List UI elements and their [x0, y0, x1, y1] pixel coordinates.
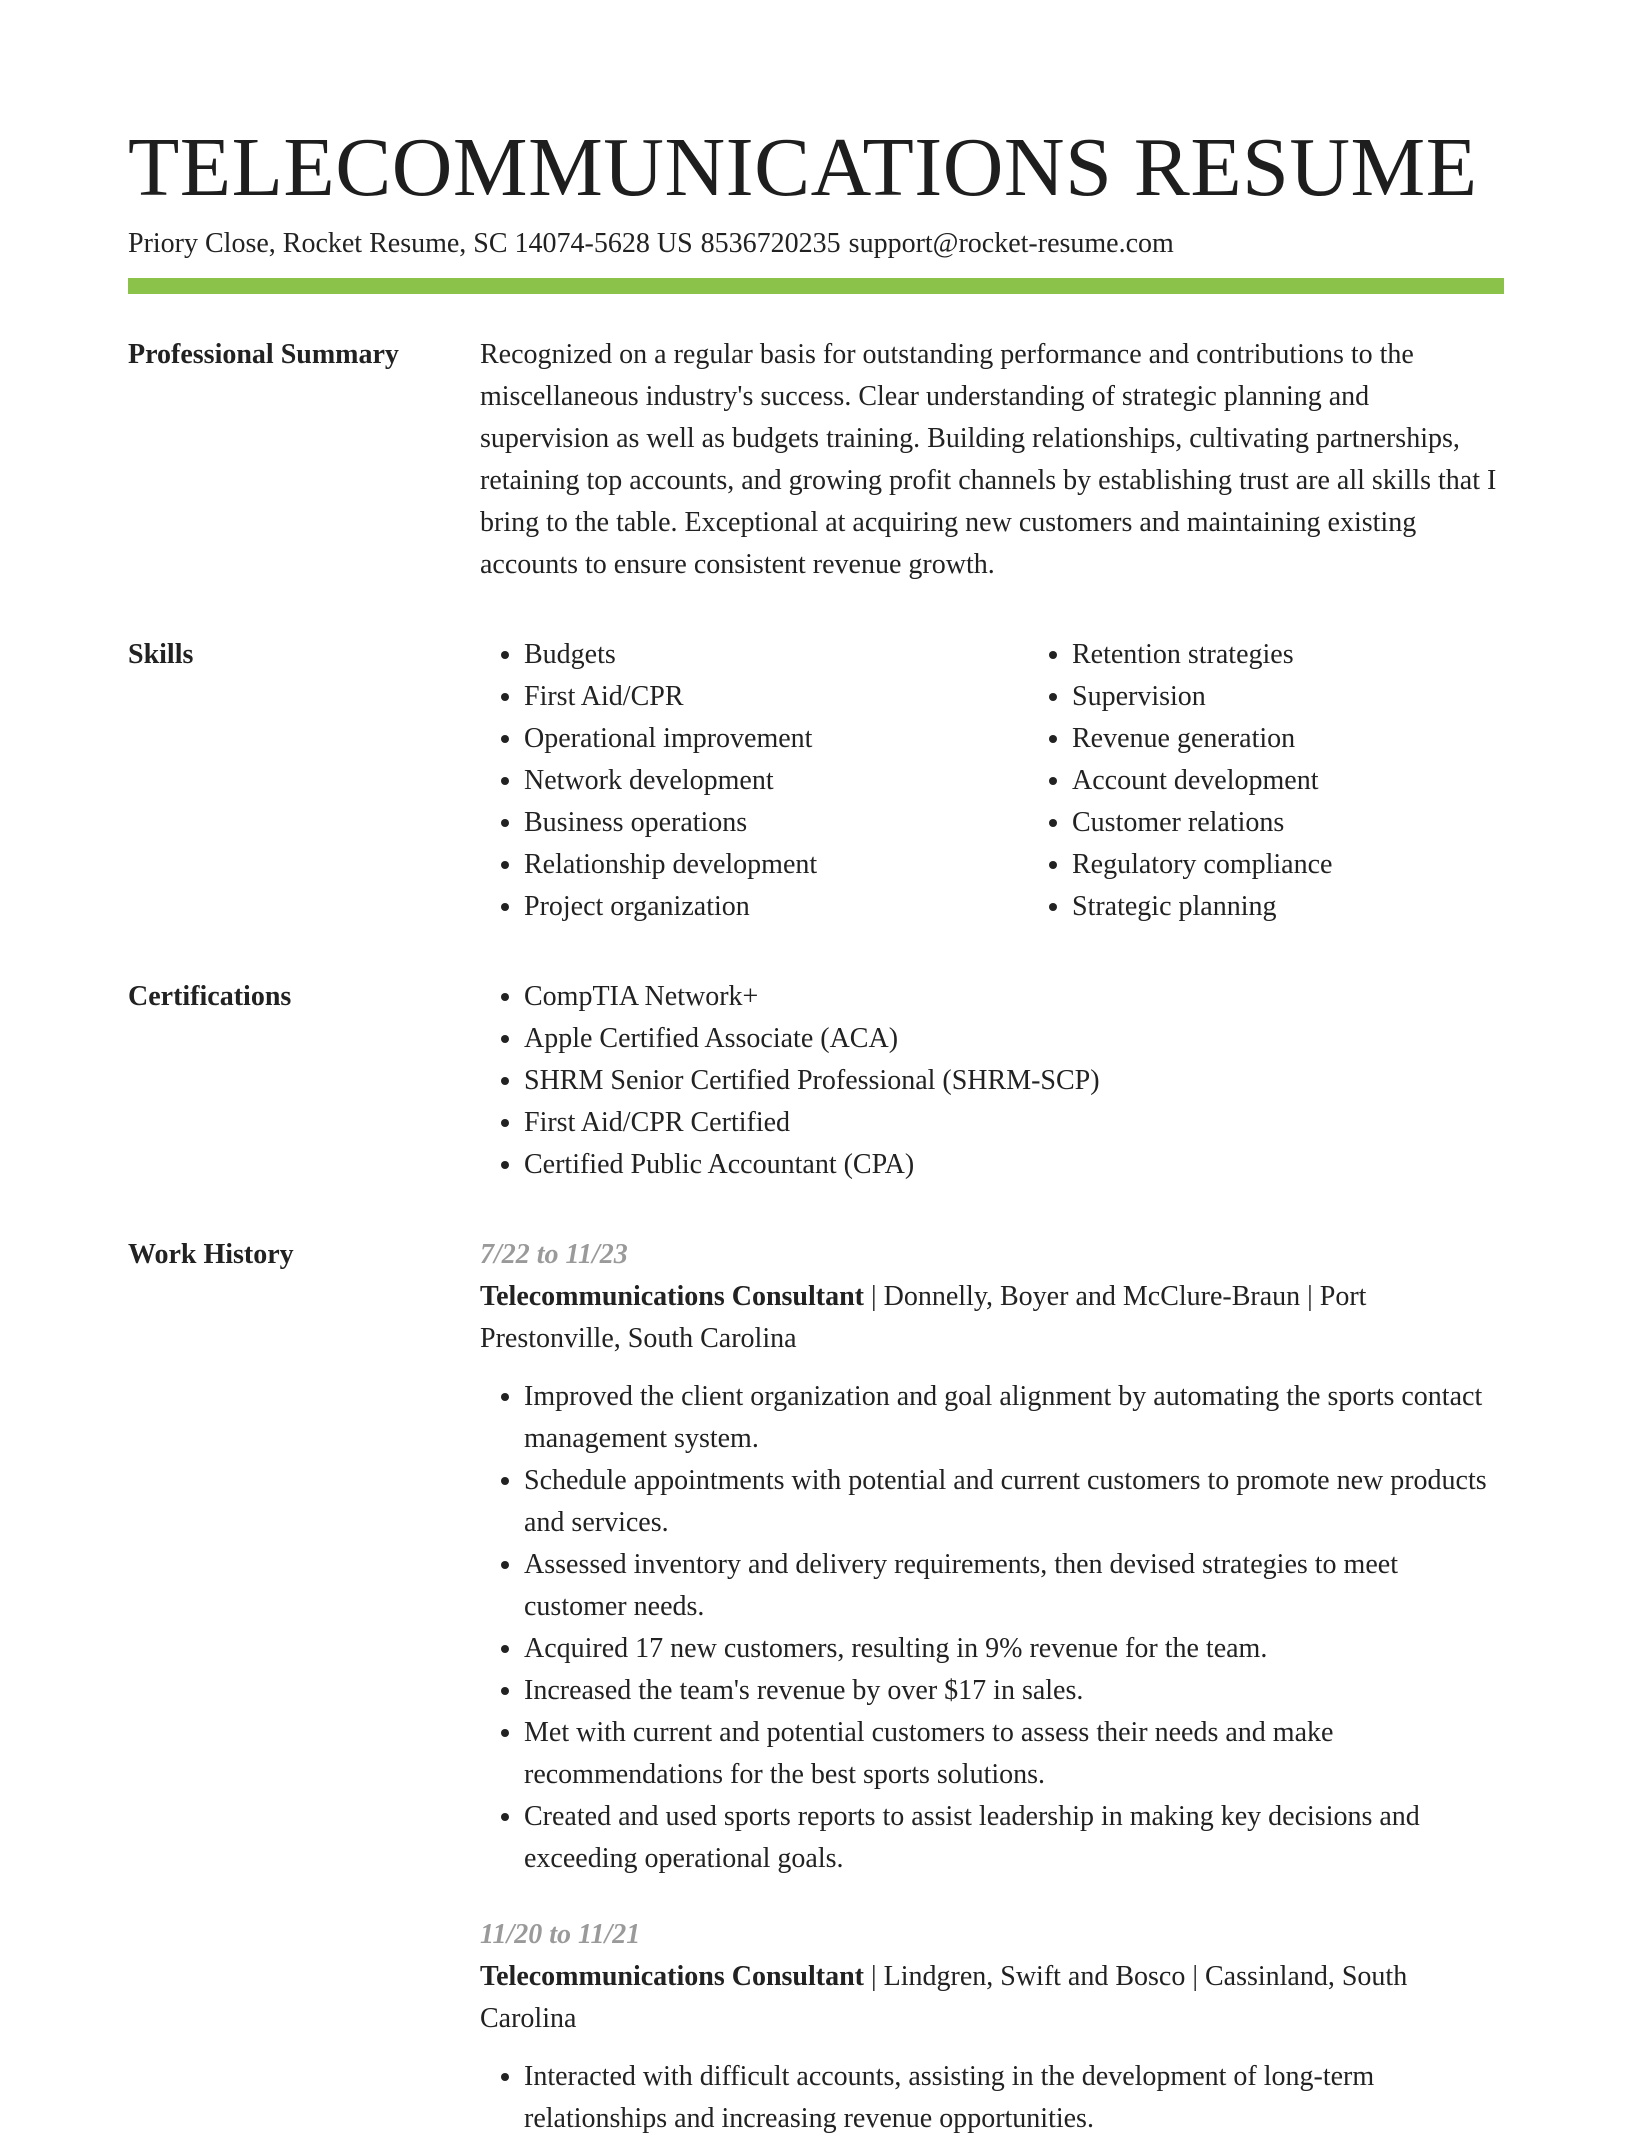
- certification-item: • CompTIA Network+: [524, 976, 1504, 1018]
- certifications-section: [128, 976, 1504, 1186]
- job-bullet: • Acquired 17 new customers, resulting in 9% revenue for the team.: [524, 1628, 1504, 1670]
- contact-address: Priory Close, Rocket Resume, SC 14074-5628 US: [128, 228, 693, 259]
- skills-section: [128, 634, 1504, 928]
- skill-item: • Project organization: [524, 886, 1028, 928]
- job-title: Telecommunications Consultant: [480, 1281, 865, 1312]
- skill-item: • Account development: [1072, 760, 1576, 802]
- skill-item: • Operational improvement: [524, 718, 1028, 760]
- job-details: | Donnelly, Boyer and McClure-Braun | Port Prestonville, South Carolina: [480, 1281, 1367, 1354]
- skills-list-right: [1028, 634, 1576, 928]
- contact-line: [128, 226, 1504, 262]
- skill-item: • Regulatory compliance: [1072, 844, 1576, 886]
- skills-label: Skills: [128, 639, 194, 670]
- header-divider: [128, 278, 1504, 294]
- job-bullet: • Met with current and potential customers to assess their needs and make recommendations for the best sports solutions.: [524, 1712, 1504, 1796]
- certification-item: • SHRM Senior Certified Professional (SHRM-SCP): [524, 1060, 1504, 1102]
- certification-item: • Certified Public Accountant (CPA): [524, 1144, 1504, 1186]
- job-title: Telecommunications Consultant: [480, 1961, 865, 1992]
- job-bullet: • Assessed inventory and delivery requirements, then devised strategies to meet customer needs.: [524, 1544, 1504, 1628]
- skill-item: • Customer relations: [1072, 802, 1576, 844]
- job-bullet: • Interacted with difficult accounts, assisting in the development of long-term relationships and increasing revenue opportunities.: [524, 2056, 1504, 2140]
- job-bullet: • Increased the team's revenue by over $17 in sales.: [524, 1670, 1504, 1712]
- job-entry: [480, 1914, 1504, 2140]
- skill-item: • Relationship development: [524, 844, 1028, 886]
- summary-section: [128, 334, 1504, 586]
- skill-item: • First Aid/CPR: [524, 676, 1028, 718]
- job-entry: [480, 1234, 1504, 1880]
- job-dates: 7/22 to 11/23: [480, 1239, 628, 1270]
- job-bullet: • Schedule appointments with potential and current customers to promote new products and services.: [524, 1460, 1504, 1544]
- skill-item: • Supervision: [1072, 676, 1576, 718]
- skills-list-left: [480, 634, 1028, 928]
- skill-item: • Business operations: [524, 802, 1028, 844]
- skill-item: • Retention strategies: [1072, 634, 1576, 676]
- job-bullets: [480, 1376, 1504, 1880]
- skill-item: • Strategic planning: [1072, 886, 1576, 928]
- certification-item: • First Aid/CPR Certified: [524, 1102, 1504, 1144]
- work-history-label: Work History: [128, 1239, 294, 1270]
- skill-item: • Revenue generation: [1072, 718, 1576, 760]
- job-heading: [480, 1956, 1504, 2040]
- job-bullet: • Created and used sports reports to assist leadership in making key decisions and exceeding operational goals.: [524, 1796, 1504, 1880]
- contact-email: support@rocket-resume.com: [848, 228, 1174, 259]
- resume-page: [128, 118, 1504, 2140]
- certifications-label: Certifications: [128, 981, 292, 1012]
- job-bullets: [480, 2056, 1504, 2140]
- job-bullet: • Improved the client organization and goal alignment by automating the sports contact management system.: [524, 1376, 1504, 1460]
- summary-text: Recognized on a regular basis for outstanding performance and contributions to the miscellaneous industry's success. Clear understanding of strategic planning and supervision as well as budgets training. Building relationships, cultivating partnerships, retaining top accounts, and growing profit channels by establishing trust are all skills that I bring to the table. Exceptional at acquiring new customers and maintaining existing accounts to ensure consistent revenue growth.: [480, 339, 1497, 580]
- certifications-list: [480, 976, 1504, 1186]
- work-history-section: [128, 1234, 1504, 2140]
- contact-phone: 8536720235: [700, 228, 841, 259]
- job-dates: 11/20 to 11/21: [480, 1919, 641, 1950]
- job-details: | Lindgren, Swift and Bosco | Cassinland, South Carolina: [480, 1961, 1408, 2034]
- summary-label: Professional Summary: [128, 339, 399, 370]
- resume-title: TELECOMMUNICATIONS RESUME: [128, 121, 1478, 214]
- certification-item: • Apple Certified Associate (ACA): [524, 1018, 1504, 1060]
- skill-item: • Network development: [524, 760, 1028, 802]
- job-heading: [480, 1276, 1504, 1360]
- skill-item: • Budgets: [524, 634, 1028, 676]
